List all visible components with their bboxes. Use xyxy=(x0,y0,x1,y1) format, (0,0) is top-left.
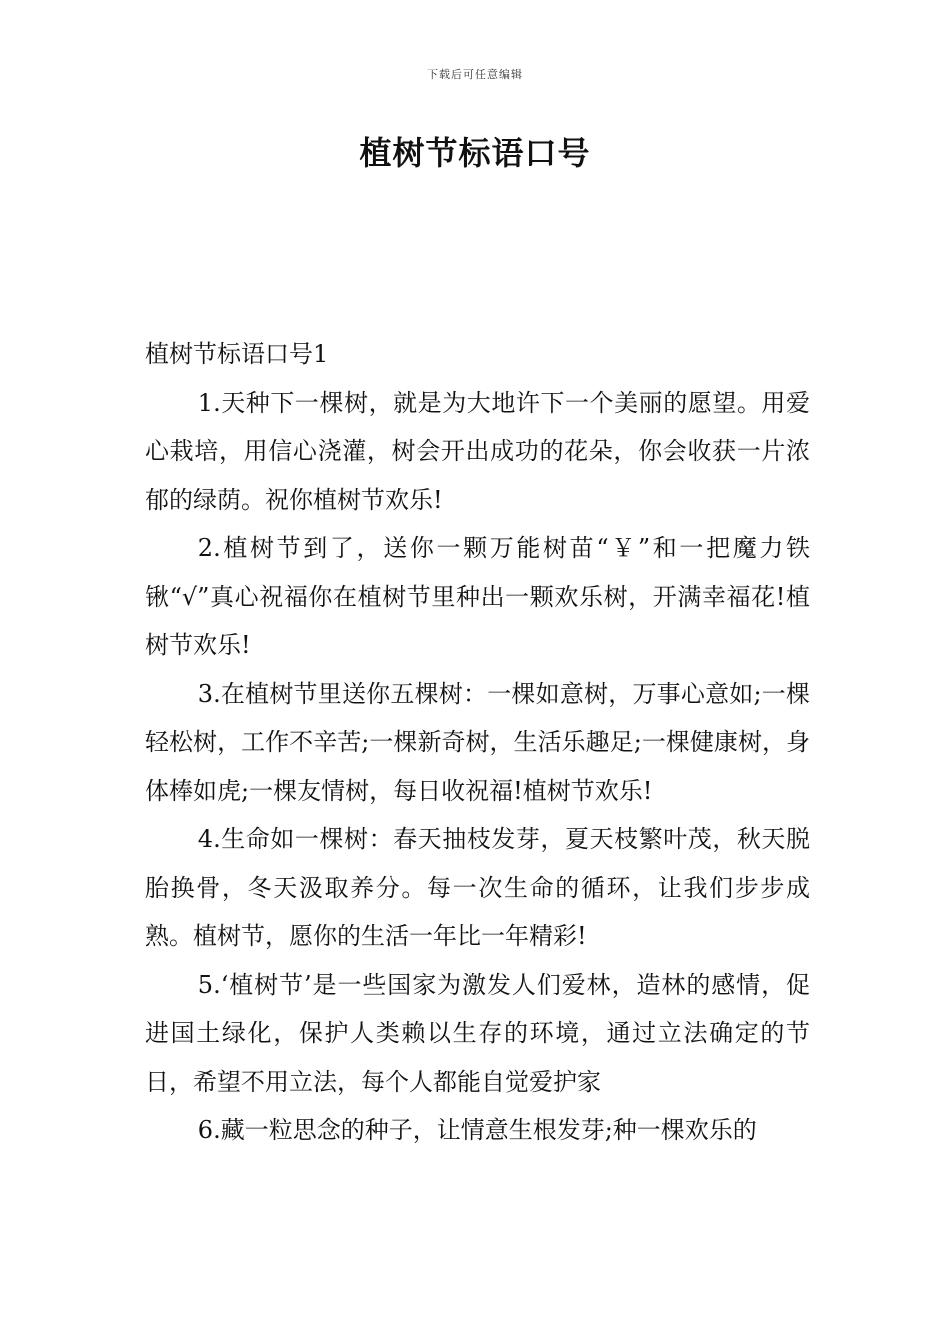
page-title: 植树节标语口号 xyxy=(359,134,591,172)
paragraph-2: 2.植树节到了，送你一颗万能树苗“￥”和一把魔力铁锹“√”真心祝福你在植树节里种出一颗欢乐树，开满幸福花!植树节欢乐! xyxy=(145,534,810,659)
paragraph-4: 4.生命如一棵树：春天抽枝发芽，夏天枝繁叶茂，秋天脱胎换骨，冬天汲取养分。每一次生命的循环，让我们步步成熟。植树节，愿你的生活一年比一年精彩! xyxy=(145,825,810,950)
document-body xyxy=(145,330,810,1230)
header-note: 下载后可任意编辑 xyxy=(427,68,523,81)
paragraph-6: 6.藏一粒思念的种子，让情意生根发芽;种一棵欢乐的 xyxy=(197,1116,757,1144)
paragraph-1: 1.天种下一棵树，就是为大地许下一个美丽的愿望。用爱心栽培，用信心浇灌，树会开出成功的花朵，你会收获一片浓郁的绿荫。祝你植树节欢乐! xyxy=(145,388,810,514)
section-heading: 植树节标语口号1 xyxy=(145,340,329,368)
paragraph-5: 5.‘植树节’是一些国家为激发人们爱林，造林的感情，促进国土绿化，保护人类赖以生存的环境，通过立法确定的节日，希望不用立法，每个人都能自觉爱护家 xyxy=(145,970,810,1096)
paragraph-3: 3.在植树节里送你五棵树：一棵如意树，万事心意如;一棵轻松树，工作不辛苦;一棵新奇树，生活乐趣足;一棵健康树，身体棒如虎;一棵友情树，每日收祝福!植树节欢乐! xyxy=(145,679,810,805)
